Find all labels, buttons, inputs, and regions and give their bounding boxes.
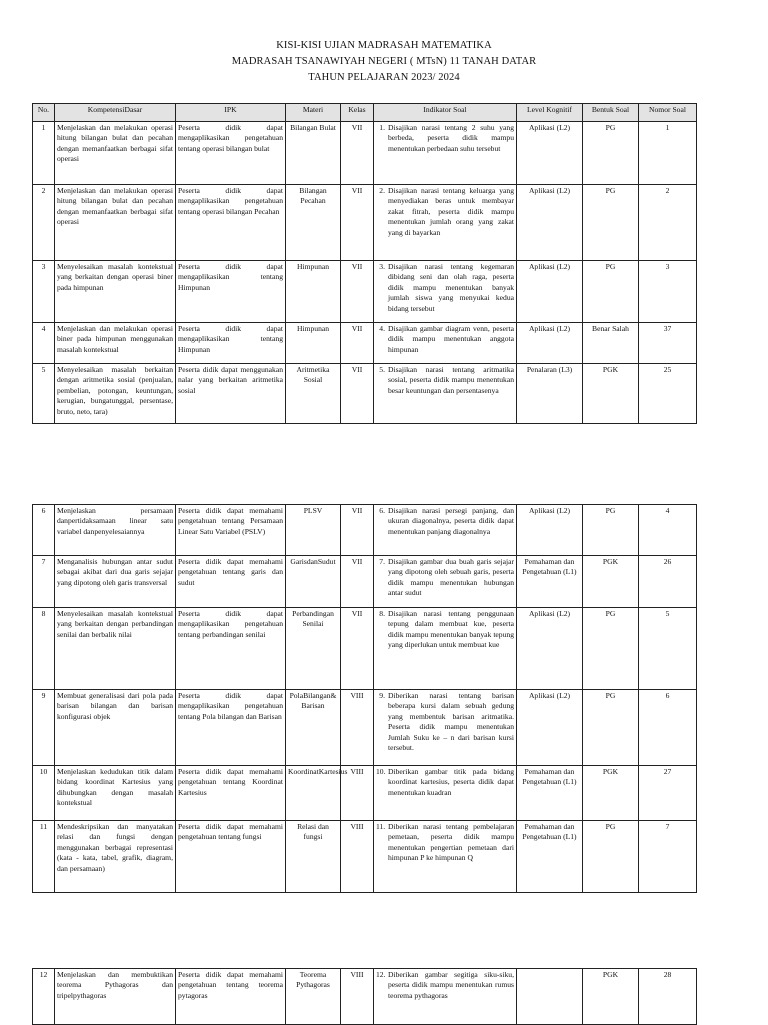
title-line-1: KISI-KISI UJIAN MADRASAH MATEMATIKA <box>276 40 492 51</box>
cell-kompetensi-dasar: Menjelaskan dan membuktikan teorema Pythagoras dan tripelpythagoras <box>55 969 176 1025</box>
cell-kompetensi-dasar: Menyelesaikan masalah kontekstual yang berkaitan dengan perbandingan senilai dan berbalik nilai <box>55 608 176 690</box>
cell-bentuk-soal: PGK <box>583 556 639 608</box>
indikator-number: 1. <box>379 123 385 132</box>
cell-kompetensi-dasar: Menjelaskan dan melakukan operasi hitung bilangan bulat dan pecahan dengan memanfaatkan berbagai sifat operasi <box>55 122 176 185</box>
col-header-materi: Materi <box>286 104 341 122</box>
col-header-kelas: Kelas <box>341 104 374 122</box>
kisi-kisi-table-part-2 <box>32 504 697 893</box>
cell-materi: Perbandingan Senilai <box>286 608 341 690</box>
table-row <box>33 185 697 261</box>
cell-no: 4 <box>33 323 55 364</box>
cell-bentuk-soal: PG <box>583 261 639 323</box>
cell-materi: Aritmetika Sosial <box>286 364 341 424</box>
table-row <box>33 505 697 556</box>
cell-materi: Himpunan <box>286 261 341 323</box>
cell-no: 5 <box>33 364 55 424</box>
cell-nomor-soal: 28 <box>639 969 697 1025</box>
cell-kelas: VII <box>341 261 374 323</box>
table-header-row <box>33 104 697 122</box>
cell-bentuk-soal: PGK <box>583 766 639 821</box>
indikator-text: Diberikan narasi tentang pembelajaran pemetaan, peserta didik mampu menentukan pengertian pemetaan dari himpunan P ke himpunan Q <box>388 822 514 863</box>
cell-level-kognitif <box>517 969 583 1025</box>
cell-no: 11 <box>33 821 55 893</box>
cell-kelas: VII <box>341 608 374 690</box>
cell-ipk: Peserta didik dapat menggunakan nalar yang berkaitan aritmetika sosial <box>176 364 286 424</box>
indikator-number: 11. <box>376 822 386 831</box>
col-header-bentuk: Bentuk Soal <box>583 104 639 122</box>
cell-level-kognitif: Pemahaman dan Pengetahuan (L1) <box>517 556 583 608</box>
cell-materi: Himpunan <box>286 323 341 364</box>
cell-kompetensi-dasar: Menganalisis hubungan antar sudut sebagai akibat dari dua garis sejajar yang dipotong oleh garis transversal <box>55 556 176 608</box>
table-row <box>33 766 697 821</box>
cell-kelas: VIII <box>341 766 374 821</box>
cell-materi: Bilangan Pecahan <box>286 185 341 261</box>
cell-kompetensi-dasar: Mendeskripsikan dan manyatakan relasi dan fungsi dengan menggunakan berbagai representasi (kata - kata, tabel, grafik, diagram, dan persamaan) <box>55 821 176 893</box>
indikator-text: Disajikan narasi tentang penggunaan tepung dalam membuat kue, peserta didik mampu menentukan banyak tepung yang diperlukan untuk membuat kue <box>388 609 514 650</box>
cell-kelas: VII <box>341 505 374 556</box>
cell-ipk: Peserta didik dapat memahami pengetahuan tentang garis dan sudut <box>176 556 286 608</box>
cell-kompetensi-dasar: Menjelaskan kedudukan titik dalam bidang koordinat Kartesius yang dihubungkan dengan masalah kontekstual <box>55 766 176 821</box>
kisi-kisi-table-part-3 <box>32 968 697 1025</box>
col-header-kd: KompetensiDasar <box>55 104 176 122</box>
cell-no: 9 <box>33 690 55 766</box>
indikator-number: 6. <box>379 506 385 515</box>
kisi-kisi-table-part-1 <box>32 103 697 424</box>
cell-no: 7 <box>33 556 55 608</box>
cell-materi: GarisdanSudut <box>286 556 341 608</box>
cell-indikator <box>374 821 517 893</box>
table-row <box>33 122 697 185</box>
cell-materi: KoordinatKartesius <box>286 766 341 821</box>
cell-ipk: Peserta didik dapat mengaplikasikan pengetahuan tentang perbandingan senilai <box>176 608 286 690</box>
cell-nomor-soal: 2 <box>639 185 697 261</box>
indikator-number: 5. <box>379 365 385 374</box>
cell-level-kognitif: Aplikasi (L2) <box>517 261 583 323</box>
cell-kompetensi-dasar: Menjelaskan persamaan danpertidaksamaan linear satu variabel danpenyelesaiannya <box>55 505 176 556</box>
cell-bentuk-soal: PG <box>583 185 639 261</box>
cell-kompetensi-dasar: Menyelesaikan masalah kontekstual yang berkaitan dengan operasi biner pada himpunan <box>55 261 176 323</box>
indikator-text: Disajikan narasi tentang keluarga yang menyediakan beras untuk membayar zakat fitrah, peserta didik mampu menentukan jumlah orang yang zakat yang di bayarkan <box>388 186 514 237</box>
cell-bentuk-soal: PGK <box>583 364 639 424</box>
cell-nomor-soal: 26 <box>639 556 697 608</box>
indikator-number: 7. <box>379 557 385 566</box>
cell-nomor-soal: 7 <box>639 821 697 893</box>
cell-ipk: Peserta didik dapat mengaplikasikan pengetahuan tentang operasi bilangan Pecahan <box>176 185 286 261</box>
cell-bentuk-soal: PG <box>583 608 639 690</box>
cell-no: 3 <box>33 261 55 323</box>
indikator-text: Disajikan narasi tentang 2 suhu yang berbeda, peserta didik mampu menentukan perbedaan suhu tersebut <box>388 123 514 153</box>
cell-ipk: Peserta didik dapat mengaplikasikan pengetahuan tentang operasi bilangan bulat <box>176 122 286 185</box>
cell-level-kognitif: Aplikasi (L2) <box>517 185 583 261</box>
cell-level-kognitif: Pemahaman dan Pengetahuan (L1) <box>517 766 583 821</box>
cell-no: 1 <box>33 122 55 185</box>
cell-level-kognitif: Pemahaman dan Pengetahuan (L1) <box>517 821 583 893</box>
col-header-level: Level Kognitif <box>517 104 583 122</box>
cell-nomor-soal: 37 <box>639 323 697 364</box>
cell-no: 2 <box>33 185 55 261</box>
table-row <box>33 556 697 608</box>
cell-kompetensi-dasar: Membuat generalisasi dari pola pada barisan bilangan dan barisan konfigurasi objek <box>55 690 176 766</box>
indikator-number: 8. <box>379 609 385 618</box>
cell-ipk: Peserta didik dapat mengaplikasikan tentang Himpunan <box>176 323 286 364</box>
cell-kelas: VIII <box>341 821 374 893</box>
cell-indikator <box>374 364 517 424</box>
cell-indikator <box>374 766 517 821</box>
indikator-text: Disajikan narasi tentang kegemaran dibidang seni dan olah raga, peserta didik mampu menentukan banyak jumlah siswa yang menyukai kedua bidang tersebut <box>388 262 514 313</box>
cell-no: 8 <box>33 608 55 690</box>
cell-kelas: VII <box>341 556 374 608</box>
cell-kompetensi-dasar: Menjelaskan dan melakukan operasi hitung bilangan bulat dan pecahan dengan memanfaatkan berbagai sifat operasi <box>55 185 176 261</box>
cell-kelas: VII <box>341 364 374 424</box>
cell-nomor-soal: 1 <box>639 122 697 185</box>
cell-kelas: VII <box>341 185 374 261</box>
table-row <box>33 821 697 893</box>
title-line-2: MADRASAH TSANAWIYAH NEGERI ( MTsN) 11 TANAH DATAR <box>231 56 537 67</box>
cell-nomor-soal: 25 <box>639 364 697 424</box>
indikator-number: 2. <box>379 186 385 195</box>
cell-ipk: Peserta didik dapat mengaplikasikan tentang Himpunan <box>176 261 286 323</box>
table-row <box>33 261 697 323</box>
col-header-nomor: Nomor Soal <box>639 104 697 122</box>
indikator-text: Disajikan narasi tentang aritmatika sosial, peserta didik mampu menentukan besar keuntungan dan persentasenya <box>388 365 514 395</box>
title-line-3: TAHUN PELAJARAN 2023/ 2024 <box>308 72 460 83</box>
cell-no: 12 <box>33 969 55 1025</box>
cell-level-kognitif: Aplikasi (L2) <box>517 690 583 766</box>
cell-kelas: VII <box>341 323 374 364</box>
table-row <box>33 364 697 424</box>
cell-indikator <box>374 323 517 364</box>
indikator-number: 12. <box>376 970 386 979</box>
cell-nomor-soal: 3 <box>639 261 697 323</box>
indikator-text: Disajikan gambar dua buah garis sejajar yang dipotong oleh sebuah garis, peserta didik mampu menentukan hubungan antar sudut <box>388 557 514 598</box>
cell-indikator <box>374 505 517 556</box>
cell-level-kognitif: Aplikasi (L2) <box>517 505 583 556</box>
cell-level-kognitif: Penalaran (L3) <box>517 364 583 424</box>
cell-bentuk-soal: PG <box>583 122 639 185</box>
cell-kompetensi-dasar: Menyelesaikan masalah berkaitan dengan aritmetika sosial (penjualan, pembelian, potongan, keuntungan, kerugian, bungatunggal, persentase, bruto, neto, tara) <box>55 364 176 424</box>
col-header-indikator: Indikator Soal <box>374 104 517 122</box>
cell-ipk: Peserta didik dapat memahami pengetahuan tentang Persamaan Linear Satu Variabel (PSLV) <box>176 505 286 556</box>
indikator-number: 4. <box>379 324 385 333</box>
cell-indikator <box>374 969 517 1025</box>
indikator-number: 9. <box>379 691 385 700</box>
indikator-text: Disajikan narasi persegi panjang, dan ukuran diagonalnya, peserta didik dapat menentukan panjang diagonalnya <box>388 506 514 536</box>
cell-kompetensi-dasar: Menjelaskan dan melakukan operasi biner pada himpunan menggunakan masalah kontekstual <box>55 323 176 364</box>
indikator-number: 10. <box>376 767 386 776</box>
cell-bentuk-soal: PG <box>583 821 639 893</box>
cell-nomor-soal: 4 <box>639 505 697 556</box>
cell-materi: Relasi dan fungsi <box>286 821 341 893</box>
cell-ipk: Peserta didik dapat memahami pengetahuan tentang fungsi <box>176 821 286 893</box>
cell-indikator <box>374 122 517 185</box>
cell-bentuk-soal: PG <box>583 505 639 556</box>
cell-level-kognitif: Aplikasi (L2) <box>517 608 583 690</box>
indikator-text: Diberikan gambar titik pada bidang koordinat kartesius, peserta didik dapat menentukan kuadran <box>388 767 514 797</box>
table-row <box>33 608 697 690</box>
cell-materi: PLSV <box>286 505 341 556</box>
indikator-text: Diberikan gambar segitiga siku-siku, peserta didik mampu menentukan rumus teorema pythagoras <box>388 970 514 1000</box>
cell-materi: Bilangan Bulat <box>286 122 341 185</box>
table-row <box>33 969 697 1025</box>
cell-bentuk-soal: PGK <box>583 969 639 1025</box>
col-header-no: No. <box>33 104 55 122</box>
cell-ipk: Peserta didik dapat memahami pengetahuan tentang teorema pytagoras <box>176 969 286 1025</box>
indikator-text: Diberikan narasi tentang barisan beberapa kursi dalam sebuah gedung yang membentuk barisan aritmatika. Peserta didik mampu menentukan Jumlah Suku ke – n dari barisan kursi tersebut. <box>388 691 514 753</box>
indikator-text: Disajikan gambar diagram venn, peserta didik mampu menentukan anggota himpunan <box>388 324 514 354</box>
cell-no: 10 <box>33 766 55 821</box>
table-row <box>33 323 697 364</box>
col-header-ipk: IPK <box>176 104 286 122</box>
cell-indikator <box>374 690 517 766</box>
document-header <box>0 38 768 86</box>
cell-indikator <box>374 556 517 608</box>
cell-nomor-soal: 5 <box>639 608 697 690</box>
cell-materi: Teorema Pythagoras <box>286 969 341 1025</box>
cell-ipk: Peserta didik dapat mengaplikasikan pengetahuan tentang Pola bilangan dan Barisan <box>176 690 286 766</box>
cell-no: 6 <box>33 505 55 556</box>
cell-materi: PolaBilangan& Barisan <box>286 690 341 766</box>
cell-kelas: VII <box>341 122 374 185</box>
cell-level-kognitif: Aplikasi (L2) <box>517 323 583 364</box>
cell-level-kognitif: Aplikasi (L2) <box>517 122 583 185</box>
cell-ipk: Peserta didik dapat memahami pengetahuan tentang Koordinat Kartesius <box>176 766 286 821</box>
cell-nomor-soal: 6 <box>639 690 697 766</box>
cell-nomor-soal: 27 <box>639 766 697 821</box>
cell-indikator <box>374 185 517 261</box>
indikator-number: 3. <box>379 262 385 271</box>
cell-bentuk-soal: PG <box>583 690 639 766</box>
cell-kelas: VIII <box>341 969 374 1025</box>
cell-kelas: VIII <box>341 690 374 766</box>
cell-bentuk-soal: Benar Salah <box>583 323 639 364</box>
cell-indikator <box>374 608 517 690</box>
table-row <box>33 690 697 766</box>
cell-indikator <box>374 261 517 323</box>
